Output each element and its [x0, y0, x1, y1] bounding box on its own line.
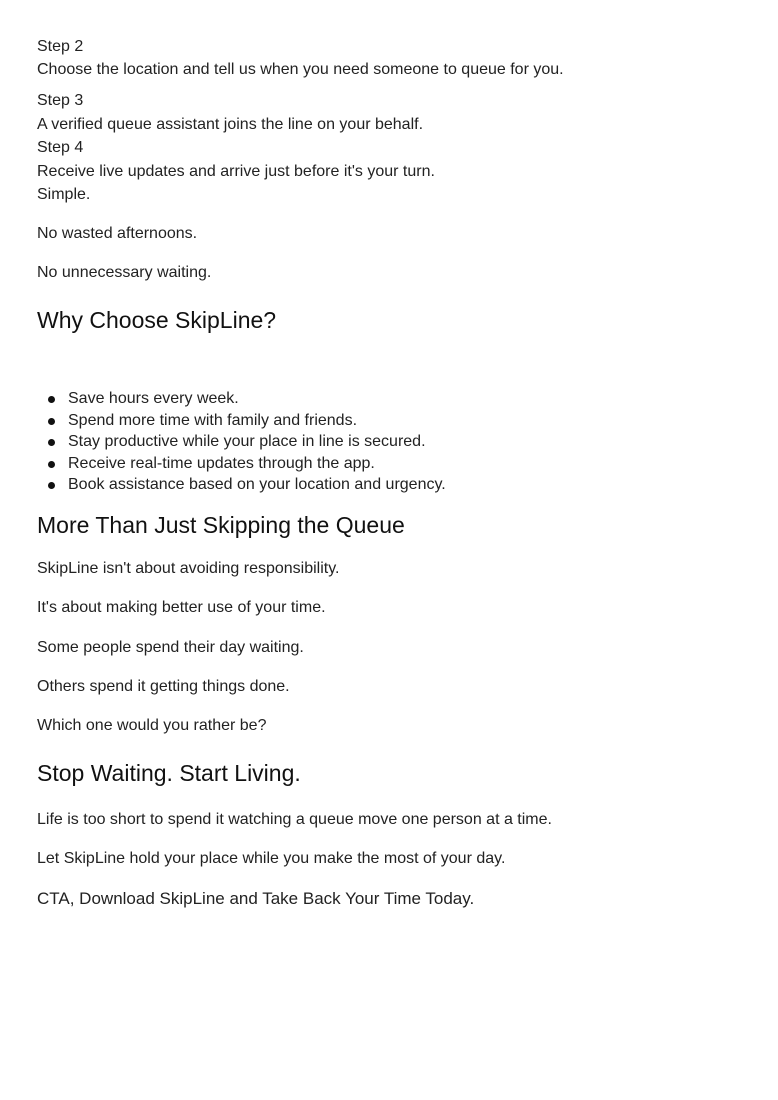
stop-paragraph-2: Let SkipLine hold your place while you make the most of your day. — [37, 850, 506, 867]
benefits-list — [37, 388, 446, 496]
why-choose-heading: Why Choose SkipLine? — [37, 307, 277, 333]
bullet-icon — [48, 482, 55, 489]
step-4-label: Step 4 — [37, 139, 84, 156]
list-item — [37, 474, 446, 496]
more-paragraph-5: Which one would you rather be? — [37, 717, 267, 734]
list-item-text: Spend more time with family and friends. — [68, 411, 358, 429]
bullet-icon — [48, 439, 55, 446]
stop-paragraph-1: Life is too short to spend it watching a queue move one person at a time. — [37, 811, 552, 828]
list-item-text: Save hours every week. — [68, 390, 239, 407]
step-3-label: Step 3 — [37, 92, 84, 109]
more-paragraph-1: SkipLine isn't about avoiding responsibility. — [37, 560, 340, 577]
step-2-label: Step 2 — [37, 38, 84, 55]
list-item — [37, 410, 446, 432]
bullet-icon — [48, 461, 55, 468]
more-paragraph-4: Others spend it getting things done. — [37, 678, 290, 695]
simple-text: Simple. — [37, 186, 91, 203]
list-item — [37, 453, 446, 475]
more-paragraph-3: Some people spend their day waiting. — [37, 639, 304, 656]
more-than-heading: More Than Just Skipping the Queue — [37, 512, 405, 538]
no-wasted-text: No wasted afternoons. — [37, 225, 198, 242]
step-3-text: A verified queue assistant joins the line on your behalf. — [37, 116, 424, 133]
stop-waiting-heading: Stop Waiting. Start Living. — [37, 760, 301, 786]
step-4-text: Receive live updates and arrive just before it's your turn. — [37, 163, 435, 180]
list-item-text: Stay productive while your place in line is secured. — [68, 433, 426, 451]
bullet-icon — [48, 418, 55, 425]
no-waiting-text: No unnecessary waiting. — [37, 264, 212, 281]
step-2-text: Choose the location and tell us when you need someone to queue for you. — [37, 61, 564, 78]
list-item — [37, 431, 446, 453]
bullet-icon — [48, 396, 55, 403]
list-item-text: Book assistance based on your location and urgency. — [68, 476, 446, 494]
list-item — [37, 388, 446, 410]
list-item-text: Receive real-time updates through the app. — [68, 454, 375, 472]
more-paragraph-2: It's about making better use of your time. — [37, 599, 326, 616]
cta-text: CTA, Download SkipLine and Take Back Your Time Today. — [37, 889, 475, 908]
